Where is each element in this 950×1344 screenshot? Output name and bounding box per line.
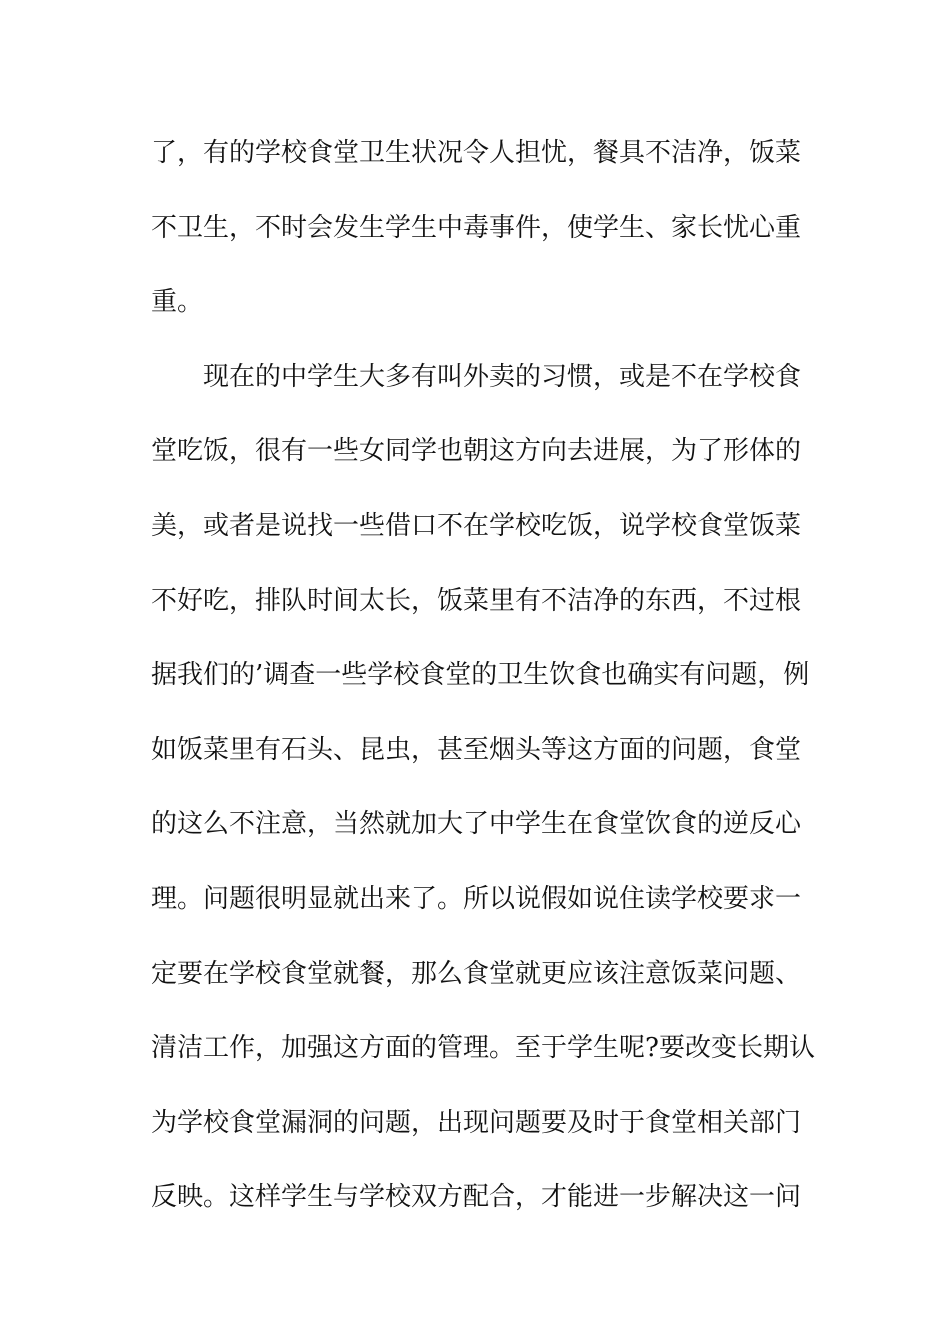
- text-line: 不好吃，排队时间太长，饭菜里有不洁净的东西，不过根: [151, 585, 802, 616]
- text-line: 堂吃饭，很有一些女同学也朝这方向去进展，为了形体的: [151, 436, 802, 467]
- text-line: 理。问题很明显就出来了。所以说假如说住读学校要求一: [151, 883, 802, 914]
- text-line: 了，有的学校食堂卫生状况令人担忧，餐具不洁净，饭菜: [151, 138, 802, 168]
- text-line: 定要在学校食堂就餐，那么食堂就更应该注意饭菜问题、: [151, 958, 802, 989]
- text-line: 反映。这样学生与学校双方配合，才能进一步解决这一问: [151, 1182, 802, 1213]
- text-line: 重。: [151, 287, 204, 318]
- text-line: 不卫生，不时会发生学生中毒事件，使学生、家长忧心重: [151, 212, 802, 243]
- paragraph-1: [151, 129, 811, 353]
- text-line: 现在的中学生大多有叫外卖的习惯，或是不在学校食: [203, 361, 802, 392]
- document-body: [151, 129, 815, 1248]
- text-line: 的这么不注意，当然就加大了中学生在食堂饮食的逆反心: [151, 809, 802, 840]
- paragraph-2: [151, 353, 815, 1248]
- text-line: 为学校食堂漏洞的问题，出现问题要及时于食堂相关部门: [151, 1107, 802, 1138]
- text-line: 清洁工作，加强这方面的管理。至于学生呢?要改变长期认: [151, 1033, 815, 1064]
- text-line: 如饭菜里有石头、昆虫，甚至烟头等这方面的问题，食堂: [151, 734, 802, 765]
- text-line: 据我们的’调查一些学校食堂的卫生饮食也确实有问题，例: [151, 660, 810, 691]
- text-line: 美，或者是说找一些借口不在学校吃饭，说学校食堂饭菜: [151, 510, 802, 541]
